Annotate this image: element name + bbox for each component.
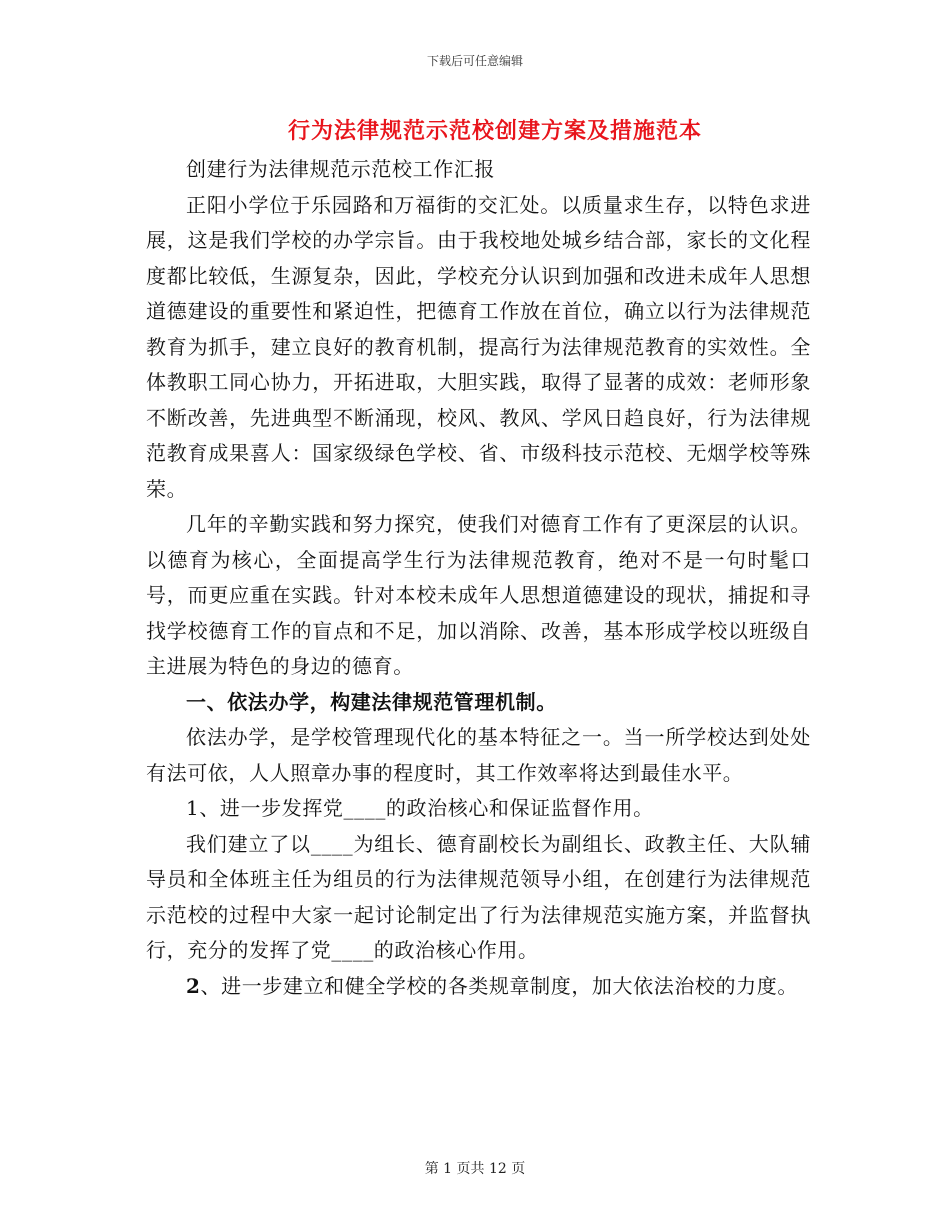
document-body xyxy=(146,152,811,1004)
section-heading: 一、依法办学，构建法律规范管理机制。 xyxy=(186,689,557,714)
document-title: 行为法律规范示范校创建方案及措施范本 xyxy=(287,119,702,144)
report-subtitle: 创建行为法律规范示范校工作汇报 xyxy=(186,157,495,181)
subpoint-2 xyxy=(146,969,811,1005)
reflection-paragraph: 几年的辛勤实践和努力探究，使我们对德育工作有了更深层的认识。以德育为核心，全面提高学生行为法律规范教育，绝对不是一句时髦口号，而更应重在实践。针对本校未成年人思想道德建设的现状，捕捉和寻找学校德育工作的盲点和不足，加以消除、改善，基本形成学校以班级自主进展为特色的身边的德育。 xyxy=(146,512,811,678)
subpoint-2-number: 2 xyxy=(186,973,201,998)
subpoint-1: 1、进一步发挥党____的政治核心和保证监督作用。 xyxy=(186,796,654,820)
subpoint-1-paragraph: 我们建立了以____为组长、德育副校长为副组长、政教主任、大队辅导员和全体班主任为组员的行为法律规范领导小组，在创建行为法律规范示范校的过程中大家一起讨论制定出了行为法律规范实施方案，并监督执行，充分的发挥了党____的政治核心作用。 xyxy=(146,831,811,962)
subpoint-2-text: 、进一步建立和健全学校的各类规章制度，加大依法治校的力度。 xyxy=(200,973,798,998)
section-intro-paragraph: 依法办学，是学校管理现代化的基本特征之一。当一所学校达到处处有法可依，人人照章办事的程度时，其工作效率将达到最佳水平。 xyxy=(146,725,811,785)
page-footer: 第 1 页共 12 页 xyxy=(424,1161,526,1177)
header-note: 下载后可任意编辑 xyxy=(426,54,523,68)
intro-paragraph: 正阳小学位于乐园路和万福街的交汇处。以质量求生存，以特色求进展，这是我们学校的办学宗旨。由于我校地处城乡结合部，家长的文化程度都比较低，生源复杂，因此，学校充分认识到加强和改进未成年人思想道德建设的重要性和紧迫性，把德育工作放在首位，确立以行为法律规范教育为抓手，建立良好的教育机制，提高行为法律规范教育的实效性。全体教职工同心协力，开拓进取，大胆实践，取得了显著的成效：老师形象不断改善，先进典型不断涌现，校风、教风、学风日趋良好，行为法律规范教育成果喜人：国家级绿色学校、省、市级科技示范校、无烟学校等殊荣。 xyxy=(146,192,811,501)
